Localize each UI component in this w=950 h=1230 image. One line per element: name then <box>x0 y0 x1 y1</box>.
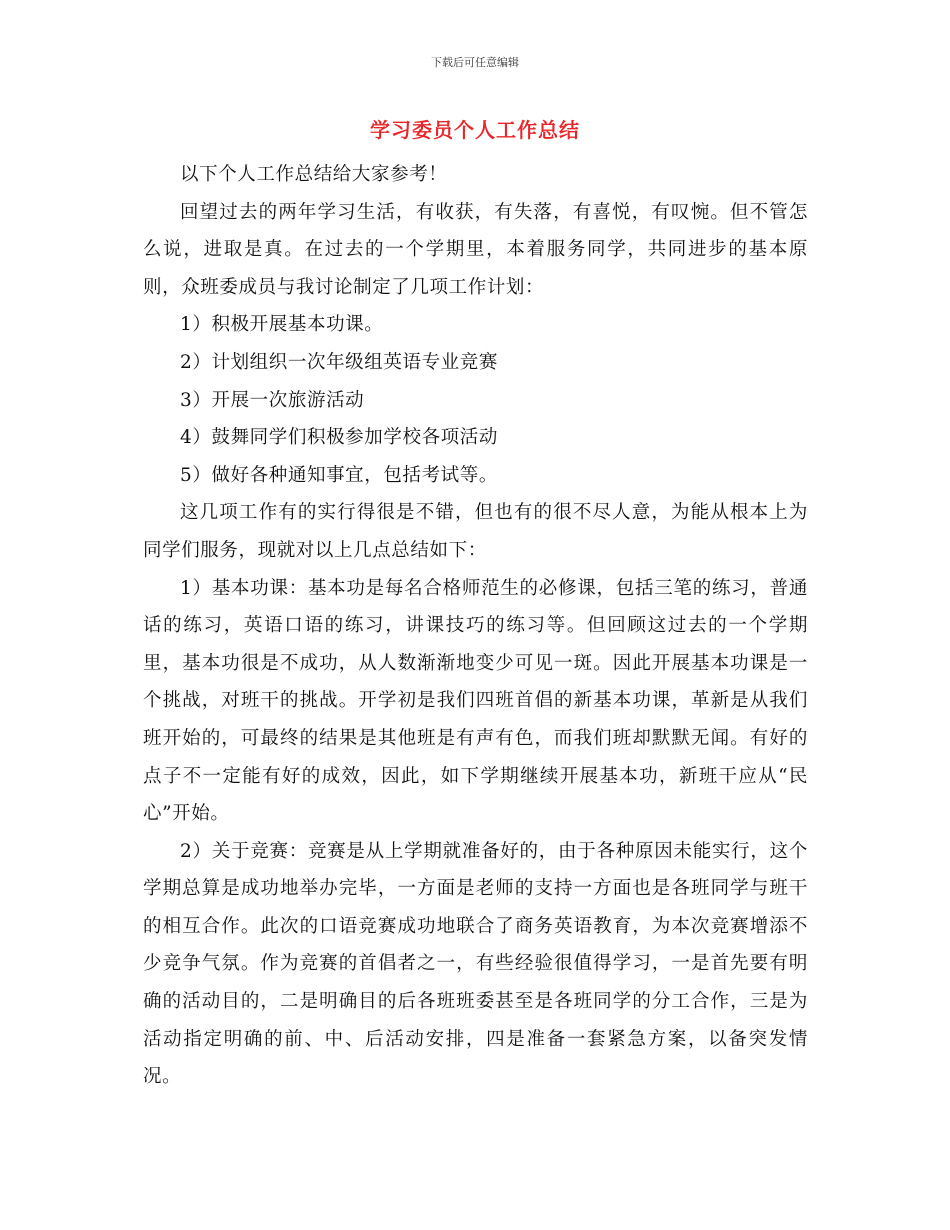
paragraph: 3）开展一次旅游活动 <box>180 389 365 411</box>
paragraph: 2）计划组织一次年级组英语专业竞赛 <box>180 351 498 373</box>
paragraph: 2）关于竞赛：竞赛是从上学期就准备好的，由于各种原因未能实行，这个学期总算是成功地举办完毕，一方面是老师的支持一方面也是各班同学与班干的相互合作。此次的口语竞赛成功地联合了商务英语教育，为本次竞赛增添不少竞争气氛。作为竞赛的首倡者之一，有些经验很值得学习，一是首先要有明确的活动目的，二是明确目的后各班班委甚至是各班同学的分工合作，三是为活动指定明确的前、中、后活动安排，四是准备一套紧急方案，以备突发情况。 <box>143 840 808 1088</box>
paragraph: 以下个人工作总结给大家参考！ <box>180 164 448 185</box>
paragraph: 1）积极开展基本功课。 <box>180 314 384 336</box>
paragraph: 4）鼓舞同学们积极参加学校各项活动 <box>180 427 498 449</box>
page-header-note: 下载后可任意编辑 <box>431 56 519 69</box>
paragraph: 5）做好各种通知事宜，包括考试等。 <box>180 464 498 486</box>
paragraph: 回望过去的两年学习生活，有收获，有失落，有喜悦，有叹惋。但不管怎么说，进取是真。在过去的一个学期里，本着服务同学，共同进步的基本原则，众班委成员与我讨论制定了几项工作计划： <box>143 201 808 298</box>
paragraph: 1）基本功课：基本功是每名合格师范生的必修课，包括三笔的练习，普通话的练习，英语口语的练习，讲课技巧的练习等。但回顾这过去的一个学期里，基本功很是不成功，从人数渐渐地变少可见一斑。因此开展基本功课是一个挑战，对班干的挑战。开学初是我们四班首倡的新基本功课，革新是从我们班开始的，可最终的结果是其他班是有声有色，而我们班却默默无闻。有好的点子不一定能有好的成效，因此，如下学期继续开展基本功，新班干应从“民心”开始。 <box>143 577 808 825</box>
document-body <box>143 156 808 1096</box>
paragraph: 这几项工作有的实行得很是不错，但也有的很不尽人意，为能从根本上为同学们服务，现就对以上几点总结如下： <box>143 502 808 561</box>
document-title: 学习委员个人工作总结 <box>370 118 580 142</box>
